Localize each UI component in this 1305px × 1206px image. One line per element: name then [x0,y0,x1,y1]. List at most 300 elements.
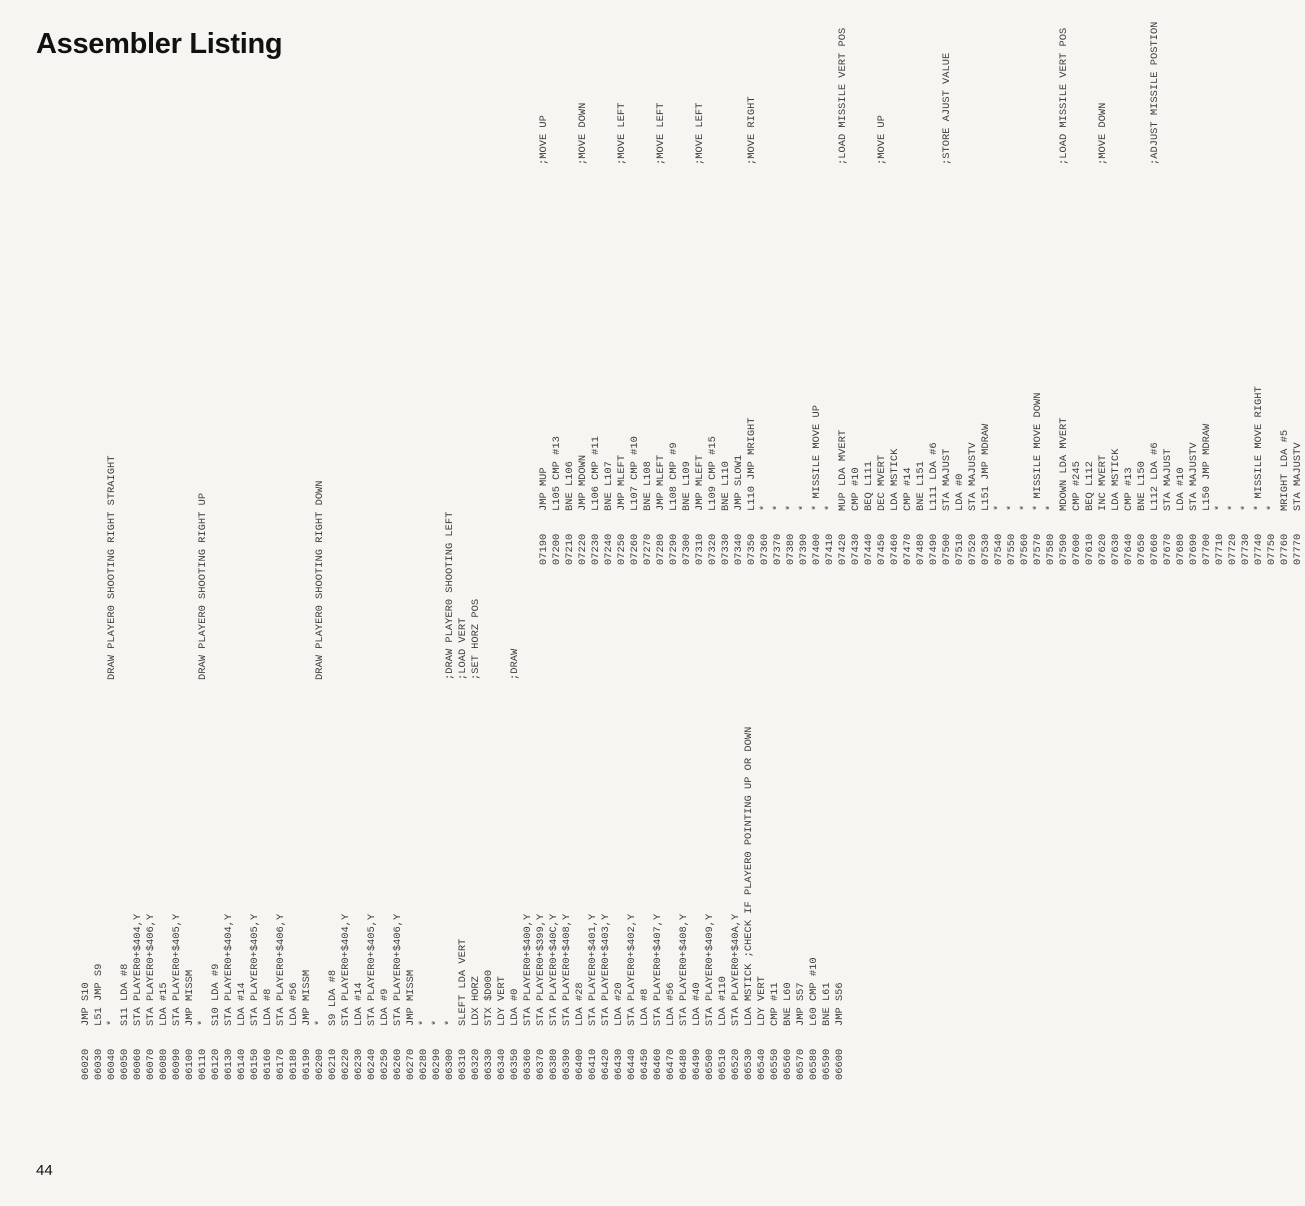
listing-line [733,0,746,565]
code-text: STA PLAYER0+$402,Y [626,913,638,1026]
line-number: 06020 [80,1048,92,1080]
code-text: L108 CMP #9 [668,442,680,511]
code-text: DEC MVERT [876,454,888,511]
code-text: * [418,1019,430,1026]
line-number: 07190 [538,533,550,565]
comment-text: ;STORE AJUST VALUE [941,52,953,165]
code-text: JMP S10 [80,982,92,1026]
code-text: MDOWN LDA MVERT [1058,417,1070,511]
code-text: STA PLAYER0+$404,Y [223,913,235,1026]
code-text: MRIGHT LDA #5 [1279,429,1291,511]
code-text: BNE L61 [821,982,833,1026]
code-text: L151 JMP MDRAW [980,423,992,511]
code-text: L51 JMP S9 [93,963,105,1026]
line-number: 06090 [171,1048,183,1080]
line-number: 07570 [1032,533,1044,565]
code-text: S11 LDA #8 [119,963,131,1026]
code-text: LDA #8 [262,988,274,1026]
line-number: 06490 [691,1048,703,1080]
listing-line [603,0,616,565]
code-text: CMP #245 [1071,461,1083,511]
line-number: 06460 [652,1048,664,1080]
listing-line [314,280,327,1080]
line-number: 06060 [132,1048,144,1080]
code-text: LDA #0 [509,988,521,1026]
line-number: 07260 [629,533,641,565]
comment-text: DRAW PLAYER0 SHOOTING RIGHT STRAIGHT [106,455,118,680]
listing-column-b [538,0,1304,565]
listing-line [457,280,470,1080]
line-number: 07440 [863,533,875,565]
listing-line [483,280,496,1080]
code-text: STA PLAYER0+$40A,Y [730,913,742,1026]
code-text: STA PLAYER0+$408,Y [561,913,573,1026]
listing-line [93,280,106,1080]
line-number: 06130 [223,1048,235,1080]
code-text: STX $D000 [483,969,495,1026]
listing-line [1201,0,1214,565]
listing-line [551,0,564,565]
listing-line [262,280,275,1080]
listing-line [223,280,236,1080]
line-number: 06550 [769,1048,781,1080]
line-number: 07630 [1110,533,1122,565]
listing-line [327,280,340,1080]
line-number: 06570 [795,1048,807,1080]
code-text: LDA #14 [236,982,248,1026]
listing-line [496,280,509,1080]
listing-line [236,280,249,1080]
code-text: LDA #15 [158,982,170,1026]
line-number: 07450 [876,533,888,565]
line-number: 07520 [967,533,979,565]
listing-line [954,0,967,565]
code-text: BNE L109 [681,461,693,511]
page-number: 44 [36,1162,53,1179]
listing-line [746,0,759,565]
listing-line [379,280,392,1080]
line-number: 07620 [1097,533,1109,565]
listing-line [1162,0,1175,565]
code-text: STA PLAYER0+$403,Y [600,913,612,1026]
line-number: 07410 [824,533,836,565]
line-number: 07240 [603,533,615,565]
listing-line [1266,0,1279,565]
listing-line [158,280,171,1080]
listing-line [418,280,431,1080]
listing-line [431,280,444,1080]
listing-line [577,0,590,565]
line-number: 06290 [431,1048,443,1080]
listing-line [132,280,145,1080]
code-text: * [785,504,797,511]
comment-text: ;MOVE DOWN [577,102,589,165]
code-text: LDA MSTICK [889,448,901,511]
listing-line [590,0,603,565]
listing-line [509,280,522,1080]
code-text: BEQ L111 [863,461,875,511]
line-number: 06350 [509,1048,521,1080]
listing-line [1214,0,1227,565]
line-number: 06200 [314,1048,326,1080]
code-text: BNE L107 [603,461,615,511]
line-number: 06420 [600,1048,612,1080]
code-text: LDA #10 [1175,467,1187,511]
line-number: 06150 [249,1048,261,1080]
line-number: 06380 [548,1048,560,1080]
code-text: * [444,1019,456,1026]
listing-line [538,0,551,565]
code-text: * [1214,504,1226,511]
code-text: * MISSILE MOVE RIGHT [1253,386,1265,511]
listing-line [106,280,119,1080]
listing-line [1188,0,1201,565]
line-number: 07380 [785,533,797,565]
listing-line [1227,0,1240,565]
listing-line [1253,0,1266,565]
code-text: STA PLAYER0+$399,Y [535,913,547,1026]
code-text: * [197,1019,209,1026]
line-number: 07580 [1045,533,1057,565]
listing-line [707,0,720,565]
listing-line [1071,0,1084,565]
listing-line [967,0,980,565]
line-number: 07280 [655,533,667,565]
line-number: 06390 [561,1048,573,1080]
code-text: * [798,504,810,511]
listing-line [119,280,132,1080]
code-text: LDA MSTICK ;CHECK IF PLAYER0 POINTING UP OR DOWN [743,726,755,1026]
code-text: LDA #110 [717,976,729,1026]
line-number: 06070 [145,1048,157,1080]
listing-line [850,0,863,565]
code-text: LDA #56 [665,982,677,1026]
listing-line [171,280,184,1080]
code-text: JMP MLEFT [616,454,628,511]
line-number: 07350 [746,533,758,565]
line-number: 06510 [717,1048,729,1080]
line-number: 06430 [613,1048,625,1080]
line-number: 07250 [616,533,628,565]
code-text: STA PLAYER0+$404,Y [132,913,144,1026]
code-text: STA PLAYER0+$409,Y [704,913,716,1026]
listing-line [1123,0,1136,565]
code-text: BNE L151 [915,461,927,511]
line-number: 07220 [577,533,589,565]
listing-line [184,280,197,1080]
line-number: 06450 [639,1048,651,1080]
line-number: 06470 [665,1048,677,1080]
listing-line [876,0,889,565]
line-number: 06600 [834,1048,846,1080]
code-text: JMP MDOWN [577,454,589,511]
code-text: STA PLAYER0+$408,Y [678,913,690,1026]
code-text: JMP MISSM [405,969,417,1026]
line-number: 06110 [197,1048,209,1080]
code-text: L111 LDA #6 [928,442,940,511]
code-text: LDA #0 [954,473,966,511]
listing-line [993,0,1006,565]
line-number: 06210 [327,1048,339,1080]
listing-line [941,0,954,565]
code-text: LDA #14 [353,982,365,1026]
comment-text: ;LOAD MISSILE VERT POS [837,27,849,165]
line-number: 07730 [1240,533,1252,565]
listing-line [759,0,772,565]
line-number: 06120 [210,1048,222,1080]
line-number: 07770 [1292,533,1304,565]
code-text: JMP MISSM [301,969,313,1026]
listing-line [405,280,418,1080]
listing-line [642,0,655,565]
line-number: 06160 [262,1048,274,1080]
code-text: JMP SLOW1 [733,454,745,511]
line-number: 06540 [756,1048,768,1080]
line-number: 06280 [418,1048,430,1080]
code-text: L110 JMP MRIGHT [746,417,758,511]
line-number: 07720 [1227,533,1239,565]
line-number: 07690 [1188,533,1200,565]
listing-line [288,280,301,1080]
line-number: 07230 [590,533,602,565]
listing-line [444,280,457,1080]
listing-line [1136,0,1149,565]
line-number: 06370 [535,1048,547,1080]
code-text: JMP MLEFT [694,454,706,511]
line-number: 07500 [941,533,953,565]
line-number: 06180 [288,1048,300,1080]
line-number: 07200 [551,533,563,565]
line-number: 07530 [980,533,992,565]
code-text: LDA MSTICK [1110,448,1122,511]
code-text: CMP #13 [1123,467,1135,511]
code-text: JMP S57 [795,982,807,1026]
listing-line [681,0,694,565]
listing-line [629,0,642,565]
code-text: S9 LDA #8 [327,969,339,1026]
comment-text: ;ADJUST MISSILE POSTION [1149,21,1161,165]
listing-line [980,0,993,565]
line-number: 07420 [837,533,849,565]
line-number: 07700 [1201,533,1213,565]
line-number: 06240 [366,1048,378,1080]
code-text: LDY VERT [496,976,508,1026]
listing-line [811,0,824,565]
listing-line [1097,0,1110,565]
listing-line [197,280,210,1080]
listing-line [798,0,811,565]
line-number: 07640 [1123,533,1135,565]
line-number: 07470 [902,533,914,565]
listing-line [694,0,707,565]
line-number: 07270 [642,533,654,565]
code-text: STA PLAYER0+$404,Y [340,913,352,1026]
listing-line [1110,0,1123,565]
listing-line [470,280,483,1080]
listing-line [210,280,223,1080]
listing-line [720,0,733,565]
code-text: * [772,504,784,511]
comment-text: ;MOVE LEFT [616,102,628,165]
line-number: 06520 [730,1048,742,1080]
code-text: STA PLAYER0+$40C,Y [548,913,560,1026]
line-number: 07680 [1175,533,1187,565]
code-text: JMP MISSM [184,969,196,1026]
listing-line [668,0,681,565]
listing-line [275,280,288,1080]
code-text: MUP LDA MVERT [837,429,849,511]
listing-line [837,0,850,565]
line-number: 06530 [743,1048,755,1080]
line-number: 06560 [782,1048,794,1080]
line-number: 06260 [392,1048,404,1080]
code-text: STA PLAYER0+$405,Y [366,913,378,1026]
comment-text: ;MOVE RIGHT [746,96,758,165]
listing-line [353,280,366,1080]
line-number: 07710 [1214,533,1226,565]
code-text: INC MVERT [1097,454,1109,511]
line-number: 06360 [522,1048,534,1080]
code-text: JMP S56 [834,982,846,1026]
code-text: LDY VERT [756,976,768,1026]
line-number: 06310 [457,1048,469,1080]
code-text: * [1045,504,1057,511]
code-text: * [314,1019,326,1026]
line-number: 07510 [954,533,966,565]
line-number: 07360 [759,533,771,565]
listing-line [1240,0,1253,565]
code-text: * [1019,504,1031,511]
code-text: * [1227,504,1239,511]
line-number: 07490 [928,533,940,565]
code-text: BNE L110 [720,461,732,511]
code-text: * [993,504,1005,511]
line-number: 07330 [720,533,732,565]
listing-line [1279,0,1292,565]
code-text: * [431,1019,443,1026]
code-text: STA MAJUST [1162,448,1174,511]
line-number: 07590 [1058,533,1070,565]
code-text: BNE L106 [564,461,576,511]
line-number: 07370 [772,533,784,565]
listing-line [655,0,668,565]
line-number: 06330 [483,1048,495,1080]
listing-line [1019,0,1032,565]
line-number: 06580 [808,1048,820,1080]
line-number: 06170 [275,1048,287,1080]
comment-text: ;MOVE UP [538,115,550,165]
line-number: 06080 [158,1048,170,1080]
line-number: 07210 [564,533,576,565]
code-text: LDA #40 [691,982,703,1026]
listing-line [863,0,876,565]
line-number: 07480 [915,533,927,565]
line-number: 06340 [496,1048,508,1080]
listing-line [80,280,93,1080]
line-number: 07310 [694,533,706,565]
listing-line [1058,0,1071,565]
code-text: L107 CMP #10 [629,436,641,511]
code-text: LDX HORZ [470,976,482,1026]
code-text: STA PLAYER0+$406,Y [392,913,404,1026]
line-number: 06030 [93,1048,105,1080]
line-number: 06270 [405,1048,417,1080]
line-number: 06410 [587,1048,599,1080]
comment-text: ;MOVE DOWN [1097,102,1109,165]
listing-line [889,0,902,565]
line-number: 07460 [889,533,901,565]
code-text: STA MAJUSTV [1292,442,1304,511]
comment-text: ;MOVE UP [876,115,888,165]
code-text: STA PLAYER0+$405,Y [249,913,261,1026]
code-text: LDA #28 [574,982,586,1026]
code-text: BNE L60 [782,982,794,1026]
code-text: L109 CMP #15 [707,436,719,511]
code-text: L106 CMP #11 [590,436,602,511]
code-text: * [106,1019,118,1026]
listing-line [928,0,941,565]
code-text: * [759,504,771,511]
listing-line [145,280,158,1080]
code-text: STA MAJUSTV [967,442,979,511]
line-number: 07400 [811,533,823,565]
listing-line [1032,0,1045,565]
code-text: STA PLAYER0+$406,Y [145,913,157,1026]
comment-text: ;SET HORZ POS [470,598,482,680]
line-number: 07660 [1149,533,1161,565]
page-title: Assembler Listing [36,28,283,60]
line-number: 06320 [470,1048,482,1080]
listing-line [1045,0,1058,565]
code-text: STA PLAYER0+$407,Y [652,913,664,1026]
code-text: L60 CMP #10 [808,957,820,1026]
code-text: STA PLAYER0+$400,Y [522,913,534,1026]
line-number: 07670 [1162,533,1174,565]
code-text: STA PLAYER0+$405,Y [171,913,183,1026]
listing-line [915,0,928,565]
comment-text: ;DRAW [509,648,521,680]
line-number: 06050 [119,1048,131,1080]
line-number: 06500 [704,1048,716,1080]
line-number: 06190 [301,1048,313,1080]
line-number: 07430 [850,533,862,565]
code-text: L112 LDA #6 [1149,442,1161,511]
line-number: 06250 [379,1048,391,1080]
listing-line [564,0,577,565]
line-number: 07390 [798,533,810,565]
comment-text: DRAW PLAYER0 SHOOTING RIGHT UP [197,492,209,680]
code-text: BNE L108 [642,461,654,511]
comment-text: DRAW PLAYER0 SHOOTING RIGHT DOWN [314,480,326,680]
listing-line [366,280,379,1080]
code-text: CMP #11 [769,982,781,1026]
line-number: 07610 [1084,533,1096,565]
code-text: STA PLAYER0+$401,Y [587,913,599,1026]
listing-line [301,280,314,1080]
code-text: BEQ L112 [1084,461,1096,511]
code-text: L150 JMP MDRAW [1201,423,1213,511]
line-number: 06480 [678,1048,690,1080]
listing-line [1084,0,1097,565]
code-text: LDA #9 [379,988,391,1026]
code-text: BNE L150 [1136,461,1148,511]
code-text: STA MAJUSTV [1188,442,1200,511]
listing-line [1175,0,1188,565]
line-number: 06100 [184,1048,196,1080]
listing-line [824,0,837,565]
comment-text: ;LOAD MISSILE VERT POS [1058,27,1070,165]
line-number: 06300 [444,1048,456,1080]
